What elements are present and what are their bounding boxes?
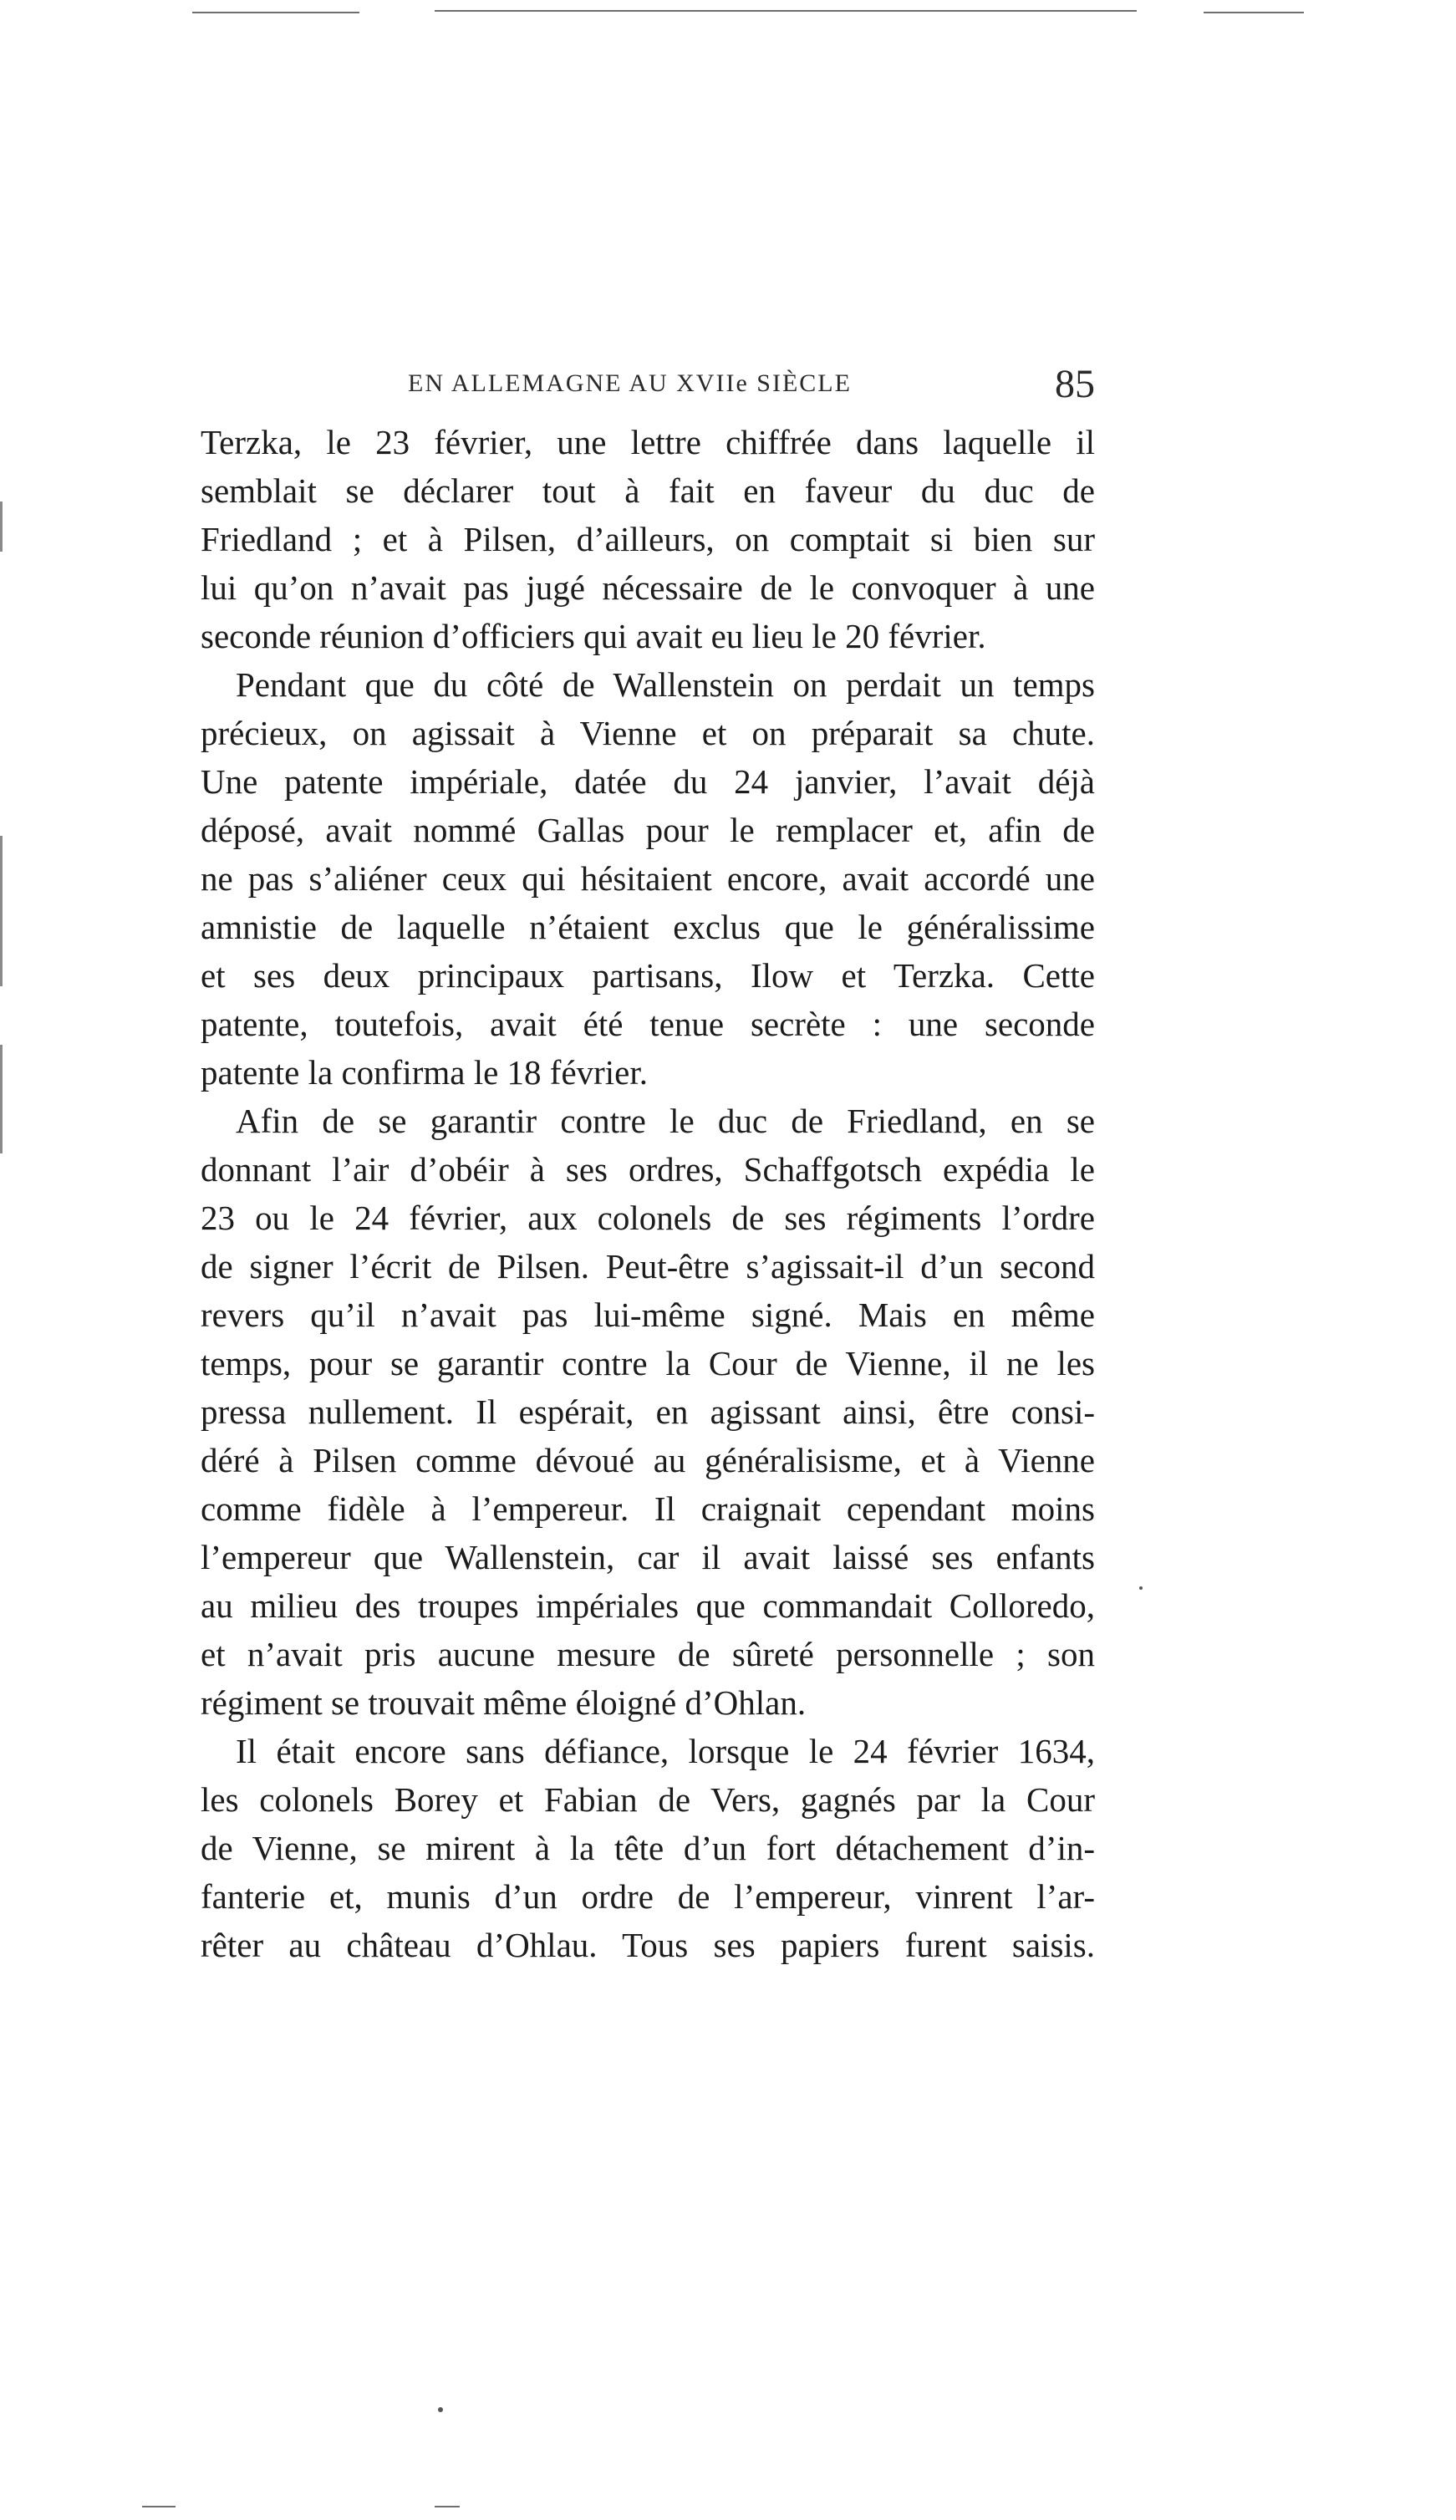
text-line: Il était encore sans défiance, lorsque le 24 février 1634, bbox=[236, 1732, 1095, 1770]
scan-bottom-rule bbox=[142, 2506, 176, 2507]
text-line: régiment se trouvait même éloigné d’Ohlan. bbox=[201, 1683, 807, 1722]
text-line: 23 ou le 24 février, aux colonels de ses régiments l’ordre bbox=[201, 1199, 1095, 1237]
text-line: pressa nullement. Il espérait, en agissant ainsi, être consi- bbox=[201, 1392, 1095, 1431]
text-line: Friedland ; et à Pilsen, d’ailleurs, on comptait si bien sur bbox=[201, 520, 1095, 558]
text-line: revers qu’il n’avait pas lui-même signé. Mais en même bbox=[201, 1296, 1095, 1334]
text-line: semblait se déclarer tout à fait en faveur du duc de bbox=[201, 471, 1095, 510]
scan-bottom-rule bbox=[435, 2506, 460, 2507]
text-line: Afin de se garantir contre le duc de Friedland, en se bbox=[236, 1102, 1095, 1140]
text-line: de Vienne, se mirent à la tête d’un fort détachement d’in- bbox=[201, 1829, 1095, 1867]
text-line: fanterie et, munis d’un ordre de l’empereur, vinrent l’ar- bbox=[201, 1877, 1095, 1916]
text-line: au milieu des troupes impériales que commandait Colloredo, bbox=[201, 1586, 1095, 1625]
text-line: rêter au château d’Ohlau. Tous ses papiers furent saisis. bbox=[201, 1926, 1095, 1964]
text-line: ne pas s’aliéner ceux qui hésitaient encore, avait accordé une bbox=[201, 859, 1095, 898]
text-line: les colonels Borey et Fabian de Vers, gagnés par la Cour bbox=[201, 1780, 1095, 1819]
text-line: seconde réunion d’officiers qui avait eu lieu le 20 février. bbox=[201, 617, 986, 655]
text-line: Terzka, le 23 février, une lettre chiffrée dans laquelle il bbox=[201, 423, 1095, 461]
running-title: EN ALLEMAGNE AU XVIIe SIÈCLE bbox=[408, 369, 852, 397]
text-line: lui qu’on n’avait pas jugé nécessaire de le convoquer à une bbox=[201, 568, 1095, 607]
body-text bbox=[201, 418, 1095, 1969]
text-line: l’empereur que Wallenstein, car il avait laissé ses enfants bbox=[201, 1538, 1095, 1576]
text-line: patente la confirma le 18 février. bbox=[201, 1053, 649, 1092]
text-line: précieux, on agissait à Vienne et on préparait sa chute. bbox=[201, 714, 1095, 752]
scan-top-rule-mid bbox=[435, 10, 1137, 12]
text-line: et n’avait pris aucune mesure de sûreté personnelle ; son bbox=[201, 1635, 1095, 1673]
scan-left-margin-mark bbox=[0, 836, 3, 986]
scan-speck bbox=[1139, 1586, 1143, 1590]
scan-left-margin-mark bbox=[0, 1087, 3, 1153]
text-line: donnant l’air d’obéir à ses ordres, Schaffgotsch expédia le bbox=[201, 1150, 1095, 1189]
text-line: comme fidèle à l’empereur. Il craignait cependant moins bbox=[201, 1489, 1095, 1528]
text-line: patente, toutefois, avait été tenue secrète : une seconde bbox=[201, 1005, 1095, 1043]
text-line: déposé, avait nommé Gallas pour le remplacer et, afin de bbox=[201, 811, 1095, 849]
page-number: 85 bbox=[1055, 362, 1095, 406]
text-line: Pendant que du côté de Wallenstein on perdait un temps bbox=[236, 665, 1095, 704]
text-line: déré à Pilsen comme dévoué au généralisisme, et à Vienne bbox=[201, 1441, 1095, 1479]
scan-speck bbox=[438, 2407, 443, 2412]
text-line: et ses deux principaux partisans, Ilow et Terzka. Cette bbox=[201, 956, 1095, 995]
text-line: amnistie de laquelle n’étaient exclus que le généralissime bbox=[201, 908, 1095, 946]
text-line: de signer l’écrit de Pilsen. Peut-être s’agissait-il d’un second bbox=[201, 1247, 1095, 1285]
scan-left-margin-mark bbox=[0, 501, 3, 552]
scan-top-rule-left bbox=[192, 12, 359, 13]
running-head bbox=[201, 362, 1095, 416]
text-line: temps, pour se garantir contre la Cour de Vienne, il ne les bbox=[201, 1344, 1095, 1382]
scan-top-rule-right bbox=[1204, 12, 1304, 13]
text-line: Une patente impériale, datée du 24 janvier, l’avait déjà bbox=[201, 762, 1095, 801]
